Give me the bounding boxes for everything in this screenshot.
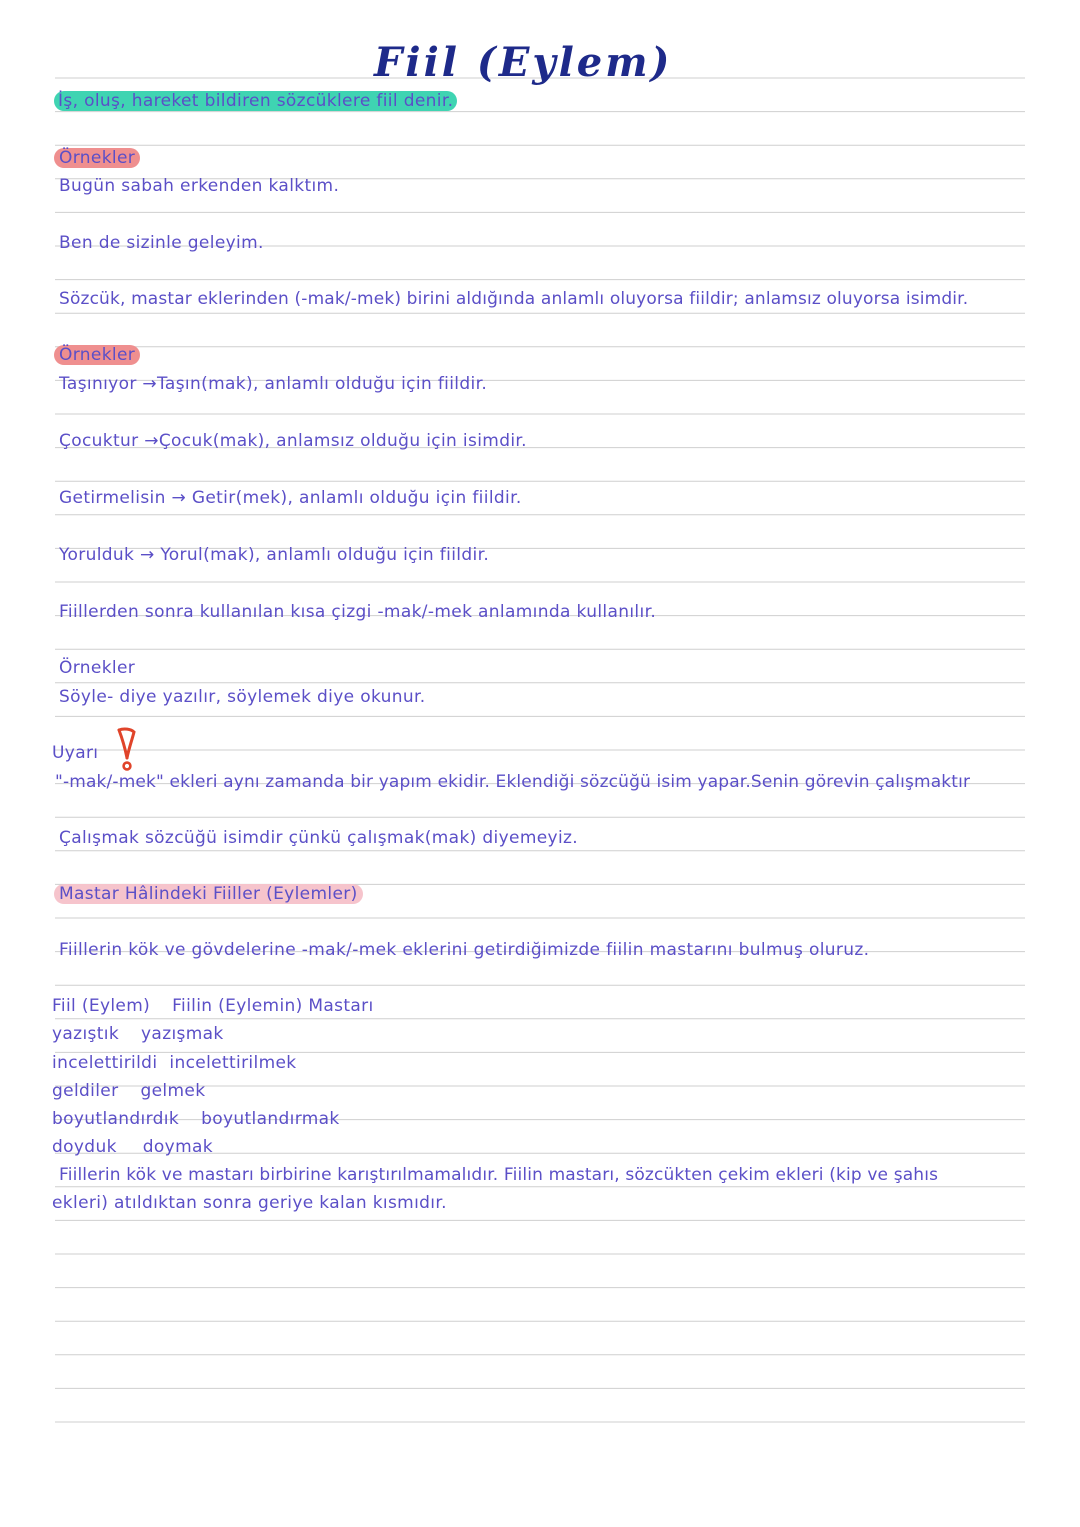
verb-example: Yorulduk → Yorul(mak), anlamlı olduğu için fiildir. <box>59 545 490 565</box>
mastar-heading-highlight: Mastar Hâlindeki Fiiller (Eylemler) <box>54 884 363 904</box>
dash-example-text: Söyle- diye yazılır, söylemek diye okunur. <box>59 687 426 707</box>
table-row <box>52 1023 224 1045</box>
warning-text: "-mak/-mek" ekleri aynı zamanda bir yapım ekidir. Eklendiği sözcüğü isim yapar.Senin görevin çalışmaktır <box>55 772 971 792</box>
example-sentence: Ben de sizinle geleyim. <box>59 233 264 253</box>
definition-text <box>58 90 457 112</box>
table-header <box>52 995 374 1017</box>
row-infinitive: incelettirilmek <box>169 1053 297 1073</box>
closing-note: ekleri) atıldıktan sonra geriye kalan kısmıdır. <box>52 1193 447 1213</box>
row-verb: incelettirildi <box>52 1053 158 1073</box>
mastar-heading <box>59 883 363 905</box>
row-infinitive: yazışmak <box>141 1024 224 1044</box>
page-title: Fiil (Eylem) <box>374 39 673 86</box>
row-verb: boyutlandırdık <box>52 1109 180 1129</box>
examples-heading: Örnekler <box>59 658 136 678</box>
row-verb: doyduk <box>52 1137 117 1157</box>
mastar-rule-text: Sözcük, mastar eklerinden (-mak/-mek) birini aldığında anlamlı oluyorsa fiildir; anlamsız oluyorsa isimdir. <box>59 289 969 309</box>
examples-label-highlight: Örnekler <box>54 345 140 365</box>
closing-note: Fiillerin kök ve mastarı birbirine karıştırılmamalıdır. Fiilin mastarı, sözcükten çekim ekleri (kip ve şahıs <box>59 1165 939 1185</box>
verb-example: Taşınıyor →Taşın(mak), anlamlı olduğu için fiildir. <box>59 374 488 394</box>
examples-heading <box>59 147 140 169</box>
row-verb: yazıştık <box>52 1024 120 1044</box>
table-row <box>52 1108 340 1130</box>
noun-example: Çocuktur →Çocuk(mak), anlamsız olduğu için isimdir. <box>59 431 527 451</box>
row-infinitive: boyutlandırmak <box>201 1109 340 1129</box>
table-row <box>52 1080 205 1102</box>
exclamation-icon <box>114 726 140 772</box>
table-row <box>52 1052 296 1074</box>
example-sentence: Bugün sabah erkenden kalktım. <box>59 176 340 196</box>
dash-rule-text: Fiillerden sonra kullanılan kısa çizgi -mak/-mek anlamında kullanılır. <box>59 602 657 622</box>
examples-heading <box>59 344 140 366</box>
examples-label-highlight: Örnekler <box>54 148 140 168</box>
row-infinitive: doymak <box>142 1137 213 1157</box>
table-header-infinitive: Fiilin (Eylemin) Mastarı <box>172 996 374 1016</box>
warning-example-text: Çalışmak sözcüğü isimdir çünkü çalışmak(mak) diyemeyiz. <box>59 828 579 848</box>
table-row <box>52 1136 213 1158</box>
row-verb: geldiler <box>52 1081 119 1101</box>
mastar-intro-text: Fiillerin kök ve gövdelerine -mak/-mek eklerini getirdiğimizde fiilin mastarını bulmuş oluruz. <box>59 940 870 960</box>
definition-highlight: İş, oluş, hareket bildiren sözcüklere fiil denir. <box>54 91 457 111</box>
table-header-verb: Fiil (Eylem) <box>52 996 151 1016</box>
warning-label: Uyarı <box>52 743 99 763</box>
row-infinitive: gelmek <box>140 1081 206 1101</box>
verb-example: Getirmelisin → Getir(mek), anlamlı olduğu için fiildir. <box>59 488 522 508</box>
